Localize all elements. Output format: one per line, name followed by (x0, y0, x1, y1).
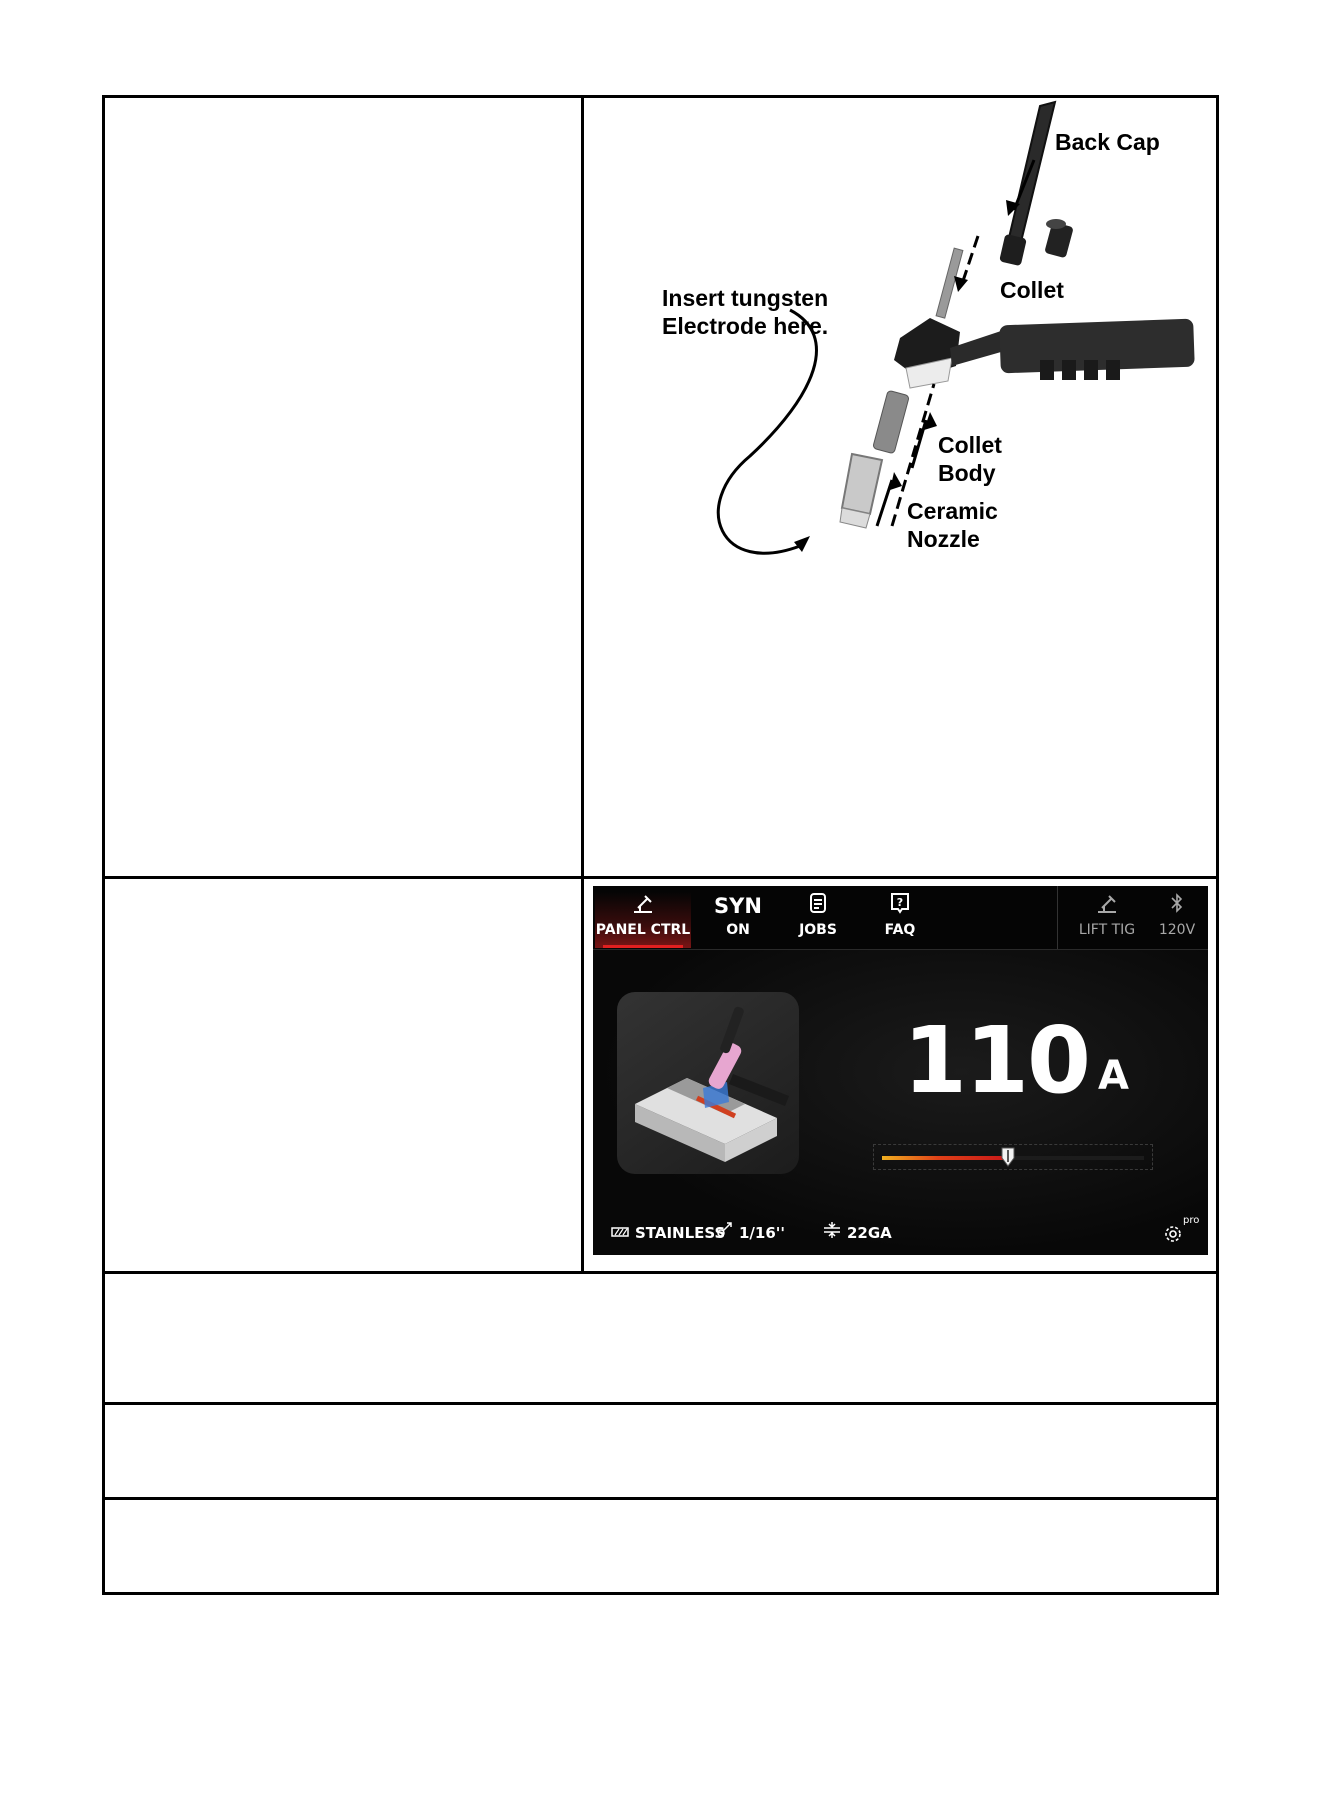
material-value[interactable]: STAINLESS (635, 1224, 726, 1242)
tab-faq[interactable] (865, 892, 935, 948)
torch-icon (595, 892, 691, 920)
back-cap-part (999, 102, 1055, 266)
row-divider-4 (102, 1497, 1219, 1500)
tab-jobs[interactable] (783, 892, 853, 948)
label-collet-body-line2: Body (938, 460, 996, 486)
tig-weld-image (617, 992, 799, 1174)
thickness-icon (823, 1221, 841, 1245)
slider-track (882, 1156, 1144, 1160)
tab-panel-ctrl[interactable] (595, 892, 691, 948)
thickness-value[interactable]: 22GA (847, 1224, 892, 1242)
slider-handle[interactable] (1000, 1146, 1016, 1168)
amperage-value[interactable]: 110 (903, 1007, 1090, 1114)
gear-icon[interactable] (1163, 1221, 1185, 1245)
tab-jobs-label: JOBS (799, 922, 837, 938)
display-top-bar (593, 886, 1208, 950)
row-divider-1 (102, 876, 1219, 879)
column-divider (581, 97, 584, 1273)
label-insert-line2: Electrode here. (662, 313, 829, 339)
electrode-icon (715, 1221, 733, 1245)
syn-icon: SYN (714, 894, 762, 918)
mode-lift-tig-label: LIFT TIG (1078, 922, 1136, 938)
welder-display (593, 886, 1208, 1255)
lift-tig-icon (1065, 892, 1149, 920)
row-divider-3 (102, 1402, 1219, 1405)
electrode-value[interactable]: 1/16'' (739, 1224, 785, 1242)
tig-torch-diagram (600, 96, 1200, 576)
label-collet: Collet (1000, 277, 1064, 303)
collet-body-part (873, 390, 910, 454)
label-ceramic-line1: Ceramic (907, 498, 998, 524)
label-ceramic-line2: Nozzle (907, 526, 980, 552)
torch-body (894, 318, 1195, 388)
tab-syn[interactable] (703, 892, 773, 948)
process-thumbnail[interactable] (617, 992, 799, 1174)
bluetooth-icon (1149, 892, 1205, 920)
tab-panel-ctrl-label: PANEL CTRL (595, 922, 691, 938)
display-main (593, 950, 1208, 1255)
status-bar (593, 1215, 1208, 1245)
voltage-label: 120V (1158, 922, 1196, 938)
document-icon (783, 892, 853, 920)
svg-text:?: ? (896, 896, 904, 909)
slider-fill (882, 1156, 1008, 1160)
label-back-cap: Back Cap (1055, 129, 1160, 155)
row-divider-2 (102, 1271, 1219, 1274)
pro-badge: pro (1183, 1215, 1200, 1226)
amperage-unit: A (1098, 1053, 1129, 1099)
mode-lift-tig[interactable] (1065, 892, 1149, 948)
label-collet-body-line1: Collet (938, 432, 1002, 458)
top-bar-separator (1057, 886, 1058, 949)
faq-icon (865, 892, 935, 920)
amperage-slider[interactable] (873, 1144, 1153, 1170)
power-status[interactable] (1149, 892, 1205, 948)
assembly-arrows (718, 160, 1034, 553)
collet-part (1044, 219, 1074, 258)
material-icon (611, 1221, 629, 1245)
tab-faq-label: FAQ (884, 922, 916, 938)
label-insert-line1: Insert tungsten (662, 285, 829, 311)
tab-syn-label: ON (726, 922, 750, 938)
ceramic-nozzle-part (840, 454, 882, 528)
